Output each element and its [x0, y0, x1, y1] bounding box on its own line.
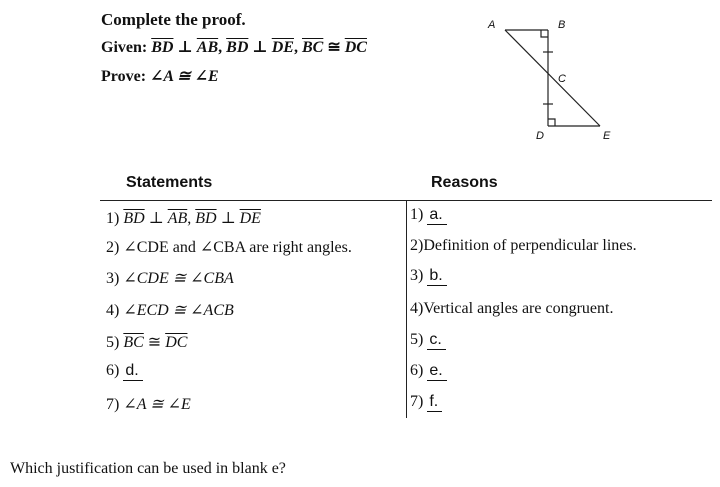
blank-b: b. — [427, 268, 446, 286]
row-number: 7) — [106, 396, 120, 413]
perpendicular-symbol: ⊥ — [252, 39, 268, 56]
prove-line — [101, 66, 219, 86]
reason-row-5 — [410, 331, 446, 350]
row-number: 2) — [106, 239, 120, 256]
segment-de: $\overline{DE}$ — [239, 210, 261, 227]
comma: , — [187, 210, 192, 227]
segment-bd: $\overline{BD}$ — [195, 210, 217, 227]
vertex-label-d: D — [536, 130, 544, 142]
segment-dc: $\overline{DC}$ — [344, 39, 367, 56]
statement-text: ∠CDE ≅ ∠CBA — [123, 270, 234, 287]
row-number: 1) — [410, 206, 424, 223]
statement-row-3 — [106, 268, 234, 288]
blank-f: f. — [427, 394, 442, 412]
right-angle-mark-b — [541, 30, 548, 37]
statement-text: ∠A ≅ ∠E — [123, 396, 191, 413]
row-number: 2) — [410, 237, 424, 254]
statement-row-2 — [106, 237, 352, 257]
geometry-figure — [478, 12, 628, 147]
row-number: 6) — [410, 362, 424, 379]
vertex-label-b: B — [558, 19, 566, 31]
reason-row-3 — [410, 267, 447, 286]
prove-statement: ∠A ≅ ∠E — [150, 68, 219, 85]
statement-text: ∠ECD ≅ ∠ACB — [123, 302, 234, 319]
reason-text: Definition of perpendicular lines. — [423, 237, 637, 254]
vertex-label-a: A — [488, 19, 496, 31]
vertex-label-c: C — [558, 73, 566, 85]
statement-row-7 — [106, 394, 191, 414]
reason-row-7 — [410, 393, 442, 412]
segment-bd: $\overline{BD}$ — [123, 210, 145, 227]
reasons-header: Reasons — [431, 174, 498, 191]
given-label: Given: — [101, 39, 148, 56]
row-number: 7) — [410, 393, 424, 410]
given-line — [101, 37, 367, 57]
reason-row-4 — [410, 300, 613, 318]
reason-row-1 — [410, 206, 447, 225]
row-number: 6) — [106, 362, 120, 379]
table-column-divider — [406, 200, 407, 418]
blank-e: e. — [427, 363, 446, 381]
question-text: Which justification can be used in blank e? — [10, 460, 286, 477]
segment-bc: $\overline{BC}$ — [301, 39, 324, 56]
statement-row-4 — [106, 300, 234, 320]
right-angle-mark-d — [548, 119, 555, 126]
statements-header: Statements — [126, 174, 213, 191]
row-number: 4) — [106, 302, 120, 319]
congruent-symbol: ≅ — [147, 334, 162, 351]
statement-row-6 — [106, 362, 143, 381]
reason-row-6 — [410, 362, 447, 381]
vertex-label-e: E — [603, 130, 611, 142]
perpendicular-symbol: ⊥ — [177, 39, 193, 56]
segment-ab: $\overline{AB}$ — [167, 210, 188, 227]
segment-bd: $\overline{BD}$ — [226, 39, 249, 56]
statement-row-1 — [106, 208, 261, 228]
blank-a: a. — [427, 207, 446, 225]
row-number: 3) — [410, 267, 424, 284]
row-number: 1) — [106, 210, 120, 227]
comma: , — [293, 39, 298, 56]
congruent-symbol: ≅ — [327, 39, 341, 56]
segment-bd: $\overline{BD}$ — [151, 39, 174, 56]
statement-text: ∠CDE and ∠CBA are right angles. — [123, 239, 352, 256]
problem-title: Complete the proof. — [101, 10, 246, 29]
statement-row-5 — [106, 332, 187, 352]
row-number: 5) — [410, 331, 424, 348]
row-number: 5) — [106, 334, 120, 351]
row-number: 3) — [106, 270, 120, 287]
segment-ab: $\overline{AB}$ — [196, 39, 219, 56]
segment-dc: $\overline{DC}$ — [165, 334, 188, 351]
prove-label: Prove: — [101, 68, 147, 85]
blank-d: d. — [123, 363, 142, 381]
blank-c: c. — [427, 332, 445, 350]
segment-de: $\overline{DE}$ — [271, 39, 294, 56]
reason-row-2 — [410, 237, 637, 255]
perpendicular-symbol: ⊥ — [220, 210, 236, 227]
reason-text: Vertical angles are congruent. — [423, 300, 614, 317]
comma: , — [218, 39, 223, 56]
perpendicular-symbol: ⊥ — [148, 210, 164, 227]
segment-bc: $\overline{BC}$ — [123, 334, 144, 351]
row-number: 4) — [410, 300, 424, 317]
segment-ae-line — [505, 30, 600, 126]
